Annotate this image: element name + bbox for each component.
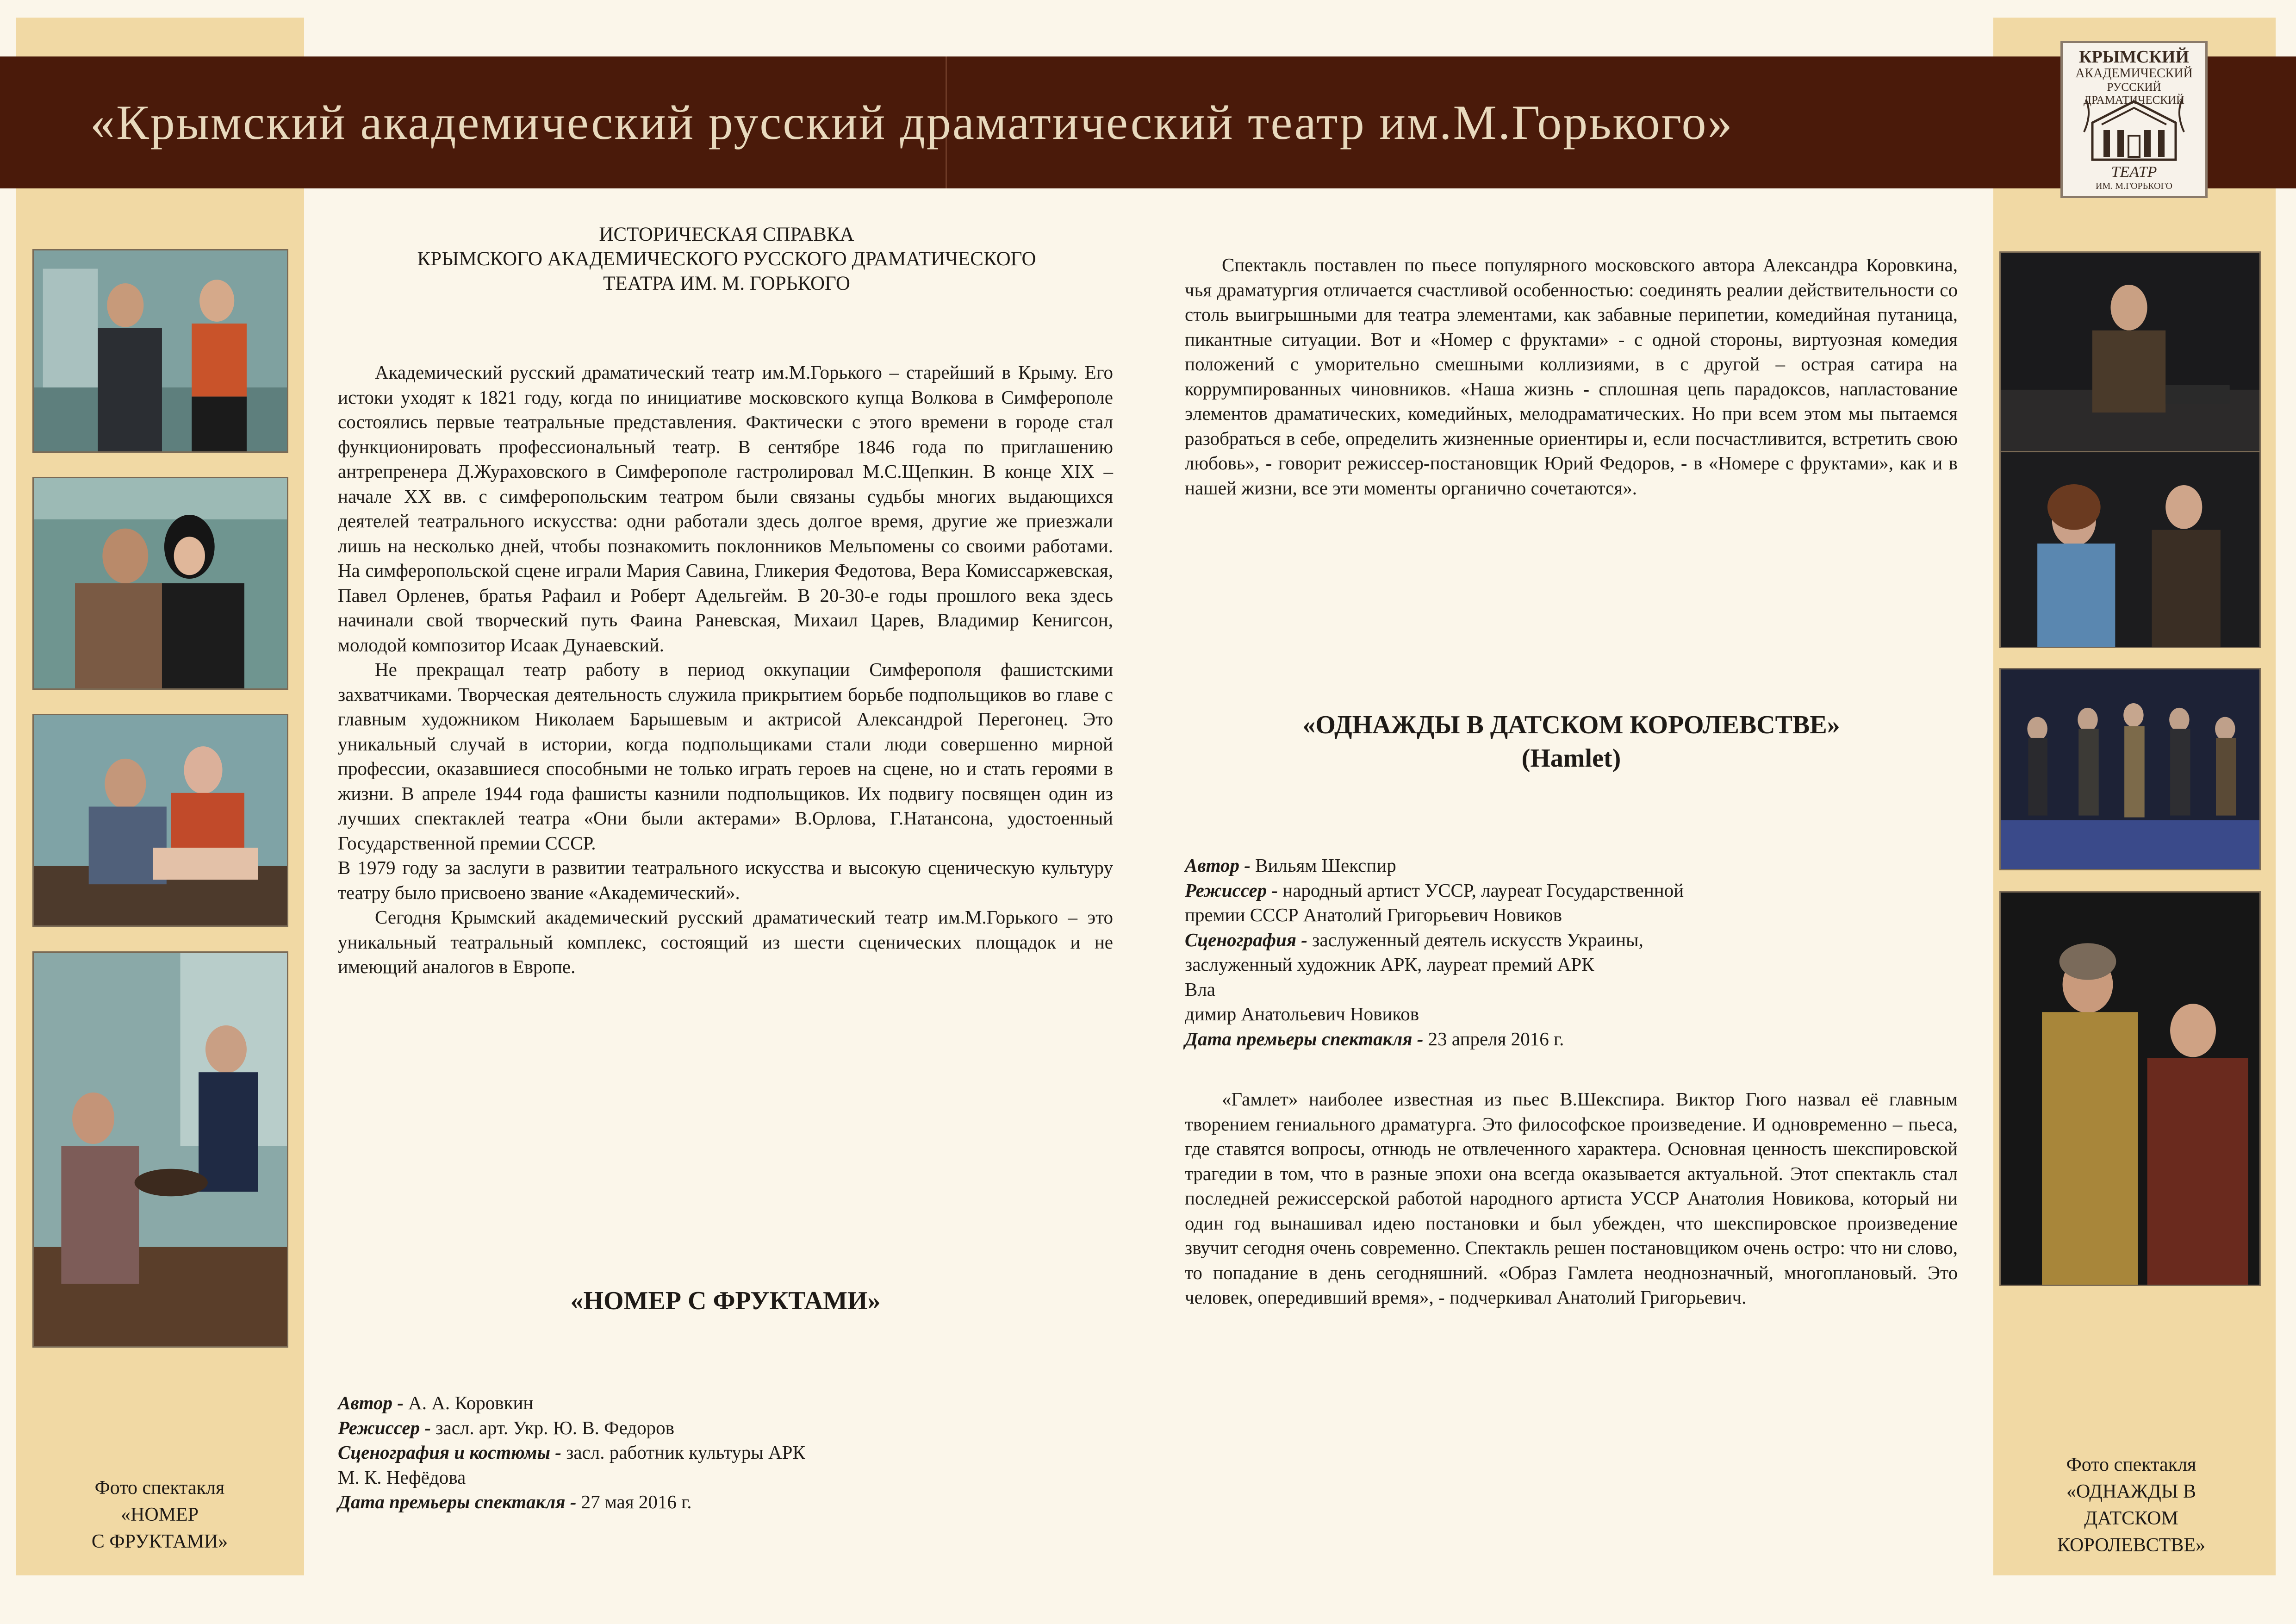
- play1-premiere-line: [338, 1490, 1113, 1515]
- right-caption-line-2: «ОДНАЖДЫ В: [2066, 1481, 2196, 1502]
- photo-hamlet-king-scene: [1999, 891, 2261, 1286]
- history-paragraph-1: Академический русский драматический театр им.М.Горького – старейший в Крыму. Его истоки уходят к 1821 году, когда по инициативе московского купца Волкова в Симферополе состоялись первые театральные представления. Фактически с этого времени в городе стал функционировать профессиональный театр. В сентябре 1846 года по приглашению антрепренера Д.Жураховского в Симферополе гастролировал М.С.Щепкин. В конце XIX – начале XX вв. с симферопольским театром были связаны судьбы многих выдающихся деятелей театрального искусства: одни работали здесь долгое время, другие же приезжали лишь на несколько дней, чтобы познакомить поклонников Мельпомены со своими работами. На симферопольской сцене играли Мария Савина, Гликерия Федотова, Вера Комиссаржевская, Павел Орленев, братья Рафаил и Роберт Адельгейм. В 20-30-е годы прошлого века здесь начинали свой творческий путь Фаина Раневская, Михаил Царев, Владимир Кенигсон, молодой композитор Исаак Дунаевский.: [338, 362, 1113, 656]
- play1-author: А. А. Коровкин: [403, 1392, 534, 1413]
- right-photo-caption: [2016, 1451, 2247, 1559]
- play2-subtitle: (Hamlet): [1521, 744, 1621, 773]
- history-heading: [342, 222, 1111, 296]
- play1-design-name: М. К. Нефёдова: [338, 1466, 466, 1488]
- play2-design-line-2: заслуженный художник АРК, лауреат премий АРК: [1185, 954, 1594, 975]
- play1-director-line: [338, 1416, 1113, 1441]
- play2-design-line: [1185, 928, 1958, 953]
- history-paragraph-3: В 1979 году за заслуги в развитии театрального искусства и высокую сценическую культуру театру было присвоено звание «Академический».: [338, 857, 1113, 903]
- logo-line-1: КРЫМСКИЙ: [2078, 47, 2190, 67]
- logo-line-2: АКАДЕМИЧЕСКИЙ: [2075, 66, 2193, 81]
- history-paragraph-4: Сегодня Крымский академический русский драматический театр им.М.Горького – это уникальный театральный комплекс, состоящий из шести сценических площадок и не имеющий аналогов в Европе.: [338, 906, 1113, 977]
- right-caption-line-4: КОРОЛЕВСТВЕ»: [2057, 1535, 2205, 1556]
- photo-carry-scene: [32, 714, 288, 927]
- play1-design-label: Сценография и костюмы -: [338, 1442, 561, 1463]
- play2-director-label: Режиссер -: [1185, 879, 1278, 901]
- photo-handshake-scene: [32, 249, 288, 453]
- play1-director-label: Режиссер -: [338, 1417, 431, 1438]
- play1-credits: [338, 1391, 1113, 1515]
- logo-line-3: РУССКИЙ ДРАМАТИЧЕСКИЙ: [2083, 81, 2185, 106]
- play1-director: засл. арт. Укр. Ю. В. Федоров: [431, 1417, 674, 1438]
- photo-embrace-scene: [32, 477, 288, 690]
- right-caption-line-1: Фото спектакля: [2066, 1454, 2196, 1475]
- page-title: «Крымский академический русский драматический театр им.М.Горького»: [90, 95, 1734, 150]
- play2-premiere: 23 апреля 2016 г.: [1423, 1028, 1564, 1049]
- play2-title-text: «ОДНАЖДЫ В ДАТСКОМ КОРОЛЕВСТВЕ»: [1302, 711, 1840, 739]
- photo-hamlet-soliloquy: [1999, 251, 2261, 453]
- play2-director-line-2: премии СССР Анатолий Григорьевич Новиков: [1185, 904, 1562, 925]
- play2-premiere-label: Дата премьеры спектакля -: [1185, 1028, 1424, 1049]
- play1-premiere-label: Дата премьеры спектакля -: [338, 1491, 577, 1512]
- play2-credits: [1185, 853, 1958, 1051]
- theatre-logo: [2060, 41, 2208, 198]
- photo-waiter-scene: [32, 951, 288, 1348]
- play1-author-label: Автор -: [338, 1392, 404, 1413]
- history-heading-line-2: КРЫМСКОГО АКАДЕМИЧЕСКОГО РУССКОГО ДРАМАТИЧЕСКОГО: [417, 248, 1036, 270]
- play2-author-label: Автор -: [1185, 855, 1251, 876]
- play2-author-line: [1185, 853, 1958, 878]
- logo-line-4: ТЕАТР: [2111, 163, 2157, 181]
- play1-description: [1185, 253, 1958, 500]
- play1-design-line: [338, 1440, 1113, 1465]
- history-heading-line-3: ТЕАТРА ИМ. М. ГОРЬКОГО: [603, 273, 850, 294]
- play2-design-label: Сценография -: [1185, 929, 1307, 950]
- theatre-building-icon: [2083, 95, 2185, 163]
- play1-premiere: 27 мая 2016 г.: [576, 1491, 692, 1512]
- right-caption-line-3: ДАТСКОМ: [2084, 1508, 2178, 1529]
- play2-title: [1185, 708, 1958, 775]
- history-text: [338, 360, 1113, 980]
- play1-title: «НОМЕР С ФРУКТАМИ»: [570, 1287, 881, 1315]
- play2-description-text: «Гамлет» наиболее известная из пьес В.Шекспира. Виктор Гюго назвал её главным творением гениального драматурга. Это философское произведение. И одновременно – пьеса, где ставятся вопросы, отнюдь не отвлеченного характера. Основная ценность шекспировской трагедии в том, что в разные эпохи она всегда оказывается актуальной. Этот спектакль стал последней режиссерской работой народного артиста УССР Анатолия Новикова, который ни один год вынашивал идею постановки и был убежден, что шекспировское произведение звучит сегодня очень современно. Спектакль решен постановщиком очень остро: что ни слово, то попадание в день сегодняшний. «Образ Гамлета неоднозначный, многоплановый. Это человек, опередивший время», - подчеркивал Анатолий Григорьевич.: [1185, 1088, 1958, 1308]
- photo-hamlet-ophelia: [1999, 451, 2261, 648]
- history-heading-line-1: ИСТОРИЧЕСКАЯ СПРАВКА: [599, 224, 854, 245]
- play2-description: [1185, 1087, 1958, 1310]
- play2-premiere-line: [1185, 1027, 1958, 1052]
- history-paragraph-2: Не прекращал театр работу в период оккупации Симферополя фашистскими захватчиками. Творческая деятельность служила прикрытием борьбе подпольщиков во главе с главным художником Николаем Барышевым и актрисой Александрой Перегонец. Это уникальный случай в истории, когда подпольщиками стали люди совершенно мирной профессии, оказавшиеся способными не только играть героев на сцене, но и стать героями в жизни. В апреле 1944 года фашисты казнили подпольщиков. Их подвигу посвящен один из лучших спектаклей театра «Они были актерами» В.Орлова, Г.Натансона, удостоенный Государственной премии СССР.: [338, 659, 1113, 854]
- play1-design: засл. работник культуры АРК: [561, 1442, 805, 1463]
- play2-design-line-3: Вла: [1185, 978, 1216, 1000]
- logo-line-5: ИМ. М.ГОРЬКОГО: [2096, 181, 2172, 191]
- play2-design-line-4: димир Анатольевич Новиков: [1185, 1003, 1419, 1024]
- left-caption-line-3: С ФРУКТАМИ»: [91, 1531, 228, 1552]
- left-photo-caption: [44, 1474, 275, 1555]
- play2-director: народный артист УССР, лауреат Государственной: [1278, 879, 1684, 901]
- play2-author: Вильям Шекспир: [1250, 855, 1396, 876]
- photo-hamlet-crowd-scene: [1999, 668, 2261, 870]
- play1-author-line: [338, 1391, 1113, 1416]
- left-caption-line-1: Фото спектакля: [94, 1477, 225, 1499]
- play1-description-text: Спектакль поставлен по пьесе популярного московского автора Александра Коровкина, чья драматургия отличается счастливой особенностью: соединять реалии действительности со столь выигрышными для театра элементами, как забавные перипетии, комедийная путаница, пикантные ситуации. Вот и «Номер с фруктами» - с одной стороны, виртуозная комедия положений с уморительно смешными коллизиями, в с другой – острая сатира на коррумпированных чиновников. «Наша жизнь - сплошная цепь парадоксов, напластование элементов драматических, комедийных, мелодраматических. Но при всем этом мы пытаемся разобраться в себе, определить жизненные ориентиры и, если посчастливится, встретить свою любовь», - говорит режиссер-постановщик Юрий Федоров, - в «Номере с фруктами», как и в нашей жизни, все эти моменты органично сочетаются».: [1185, 254, 1958, 499]
- left-caption-line-2: «НОМЕР: [120, 1504, 199, 1525]
- play2-director-line: [1185, 878, 1958, 903]
- play2-design: заслуженный деятель искусств Украины,: [1307, 929, 1643, 950]
